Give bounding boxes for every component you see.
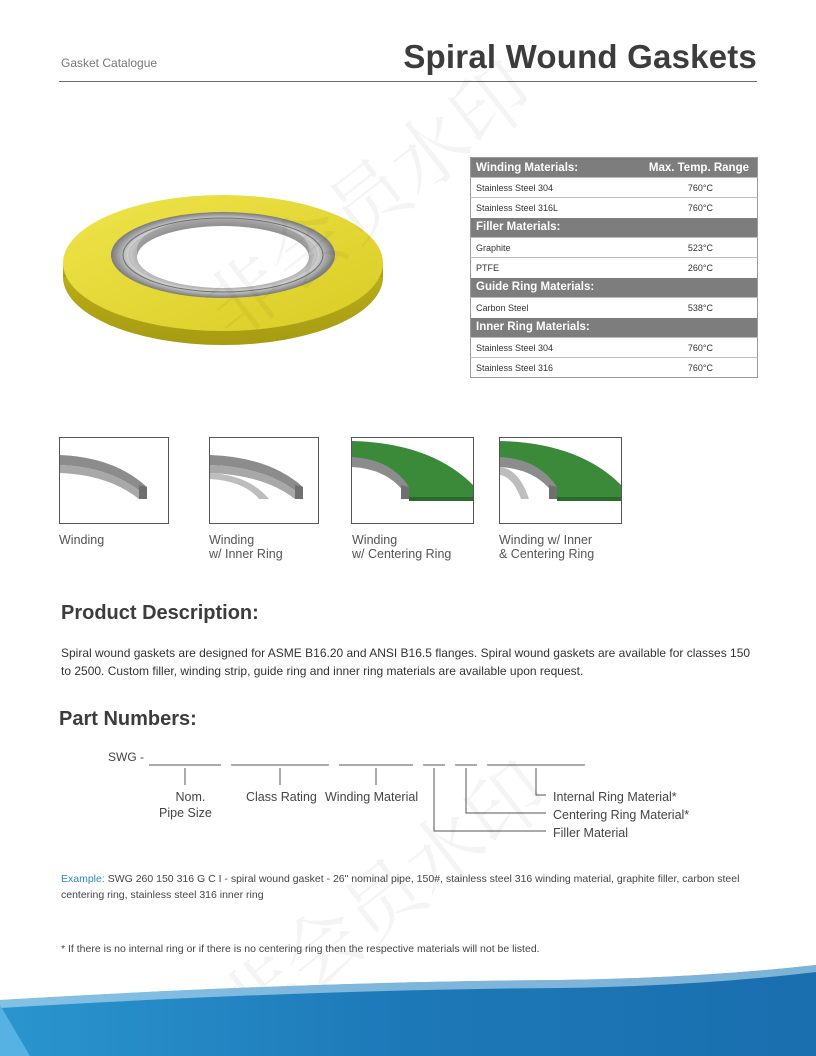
table-row bbox=[471, 178, 758, 198]
spiral-wound-gasket-image bbox=[58, 185, 388, 350]
label-filler-material: Filler Material bbox=[553, 826, 629, 840]
variant-winding-image bbox=[59, 437, 169, 524]
table-group-header bbox=[471, 218, 758, 238]
page-title: Spiral Wound Gaskets bbox=[403, 38, 757, 75]
part-number-prefix: SWG - bbox=[108, 750, 144, 764]
table-row bbox=[471, 238, 758, 258]
variant-centering-ring-image bbox=[351, 437, 474, 524]
variant-label-inner-ring: Winding w/ Inner Ring bbox=[209, 533, 283, 561]
label-class-rating: Class Rating bbox=[246, 790, 317, 804]
material-name: Graphite bbox=[471, 238, 623, 258]
max-temp: 760°C bbox=[623, 338, 758, 358]
table-row bbox=[471, 358, 758, 378]
table-row bbox=[471, 338, 758, 358]
temp-column-header bbox=[623, 278, 758, 298]
table-row bbox=[471, 198, 758, 218]
label-nominal-pipe-size: Nom. Pipe Size bbox=[159, 790, 212, 820]
max-temp: 760°C bbox=[623, 198, 758, 218]
variant-inner-centering-ring-image bbox=[499, 437, 622, 524]
product-description-body: Spiral wound gaskets are designed for ASME B16.20 and ANSI B16.5 flanges. Spiral wound gaskets are available for classes 150 to 2500. Custom filler, winding strip, guide ring and inner ring materials are available upon request. bbox=[61, 646, 751, 678]
table-group-header bbox=[471, 278, 758, 298]
temp-column-header bbox=[623, 218, 758, 238]
example-lead: Example: bbox=[61, 873, 105, 885]
material-name: Carbon Steel bbox=[471, 298, 623, 318]
table-group-header bbox=[471, 318, 758, 338]
material-name: Stainless Steel 304 bbox=[471, 338, 623, 358]
max-temp: 760°C bbox=[623, 358, 758, 378]
max-temp: 760°C bbox=[623, 178, 758, 198]
material-name: Stainless Steel 316 bbox=[471, 358, 623, 378]
part-numbers-heading: Part Numbers: bbox=[59, 708, 197, 730]
variant-label-inner-centering-ring: Winding w/ Inner & Centering Ring bbox=[499, 533, 595, 561]
temp-column-header: Max. Temp. Range bbox=[623, 158, 758, 178]
product-description-heading: Product Description: bbox=[61, 602, 259, 624]
max-temp: 538°C bbox=[623, 298, 758, 318]
max-temp: 260°C bbox=[623, 258, 758, 278]
variant-inner-ring-image bbox=[209, 437, 319, 524]
table-group-header bbox=[471, 158, 758, 178]
material-name: Stainless Steel 316L bbox=[471, 198, 623, 218]
variant-label-centering-ring: Winding w/ Centering Ring bbox=[352, 533, 452, 561]
temp-column-header bbox=[623, 318, 758, 338]
catalogue-label: Gasket Catalogue bbox=[61, 56, 158, 70]
label-winding-material: Winding Material bbox=[325, 790, 419, 804]
group-heading: Winding Materials: bbox=[471, 158, 623, 178]
footnote: * If there is no internal ring or if there is no centering ring then the respective materials will not be listed. bbox=[61, 943, 540, 955]
table-row bbox=[471, 298, 758, 318]
group-heading: Filler Materials: bbox=[471, 218, 623, 238]
header-divider bbox=[59, 81, 757, 82]
label-internal-ring-material: Internal Ring Material* bbox=[553, 790, 677, 804]
part-number-example bbox=[61, 871, 766, 903]
footer-wave-decoration bbox=[0, 960, 816, 1056]
material-name: PTFE bbox=[471, 258, 623, 278]
max-temp: 523°C bbox=[623, 238, 758, 258]
example-text: SWG 260 150 316 G C I - spiral wound gasket - 26" nominal pipe, 150#, stainless steel 316 winding material, graphite filler, carbon steel centering ring, stainless steel 316 inner ring bbox=[61, 873, 740, 901]
group-heading: Inner Ring Materials: bbox=[471, 318, 623, 338]
label-centering-ring-material: Centering Ring Material* bbox=[553, 808, 690, 822]
group-heading: Guide Ring Materials: bbox=[471, 278, 623, 298]
variant-label-winding: Winding bbox=[59, 533, 105, 547]
material-name: Stainless Steel 304 bbox=[471, 178, 623, 198]
table-row bbox=[471, 258, 758, 278]
materials-table bbox=[470, 157, 758, 378]
